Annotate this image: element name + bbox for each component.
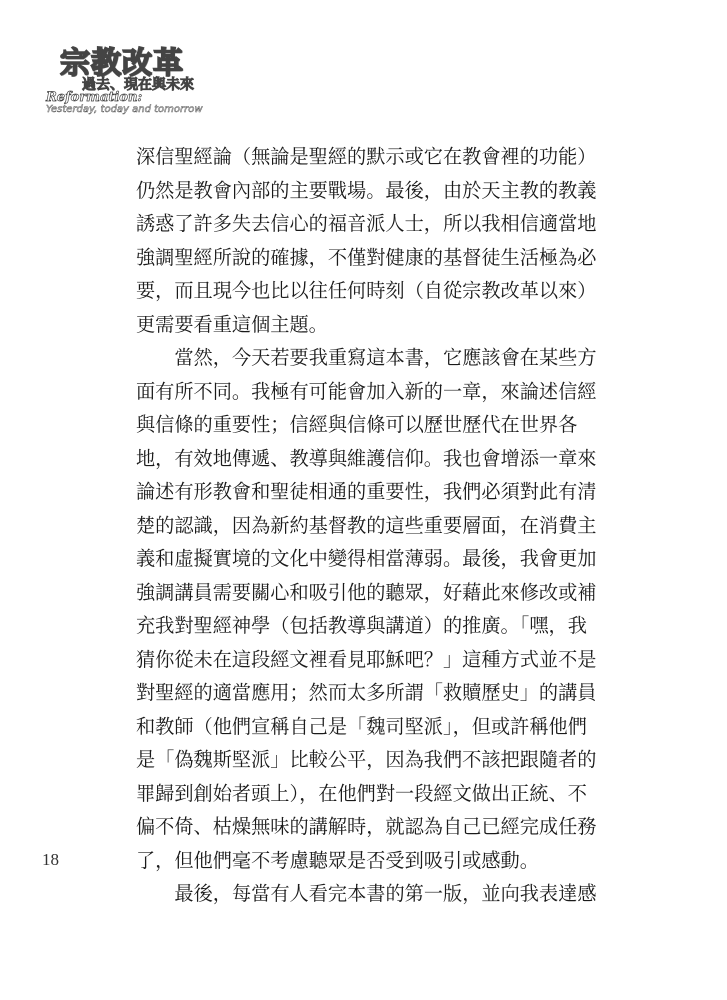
paragraph-1: 深信聖經論（無論是聖經的默示或它在教會裡的功能）仍然是教會內部的主要戰場。最後，由於天主教的教義誘惑了許多失去信心的福音派人士，所以我相信適當地強調聖經所說的確據，不僅對健康的基督徒生活極為必要，而且現今也比以往任何時刻（自從宗教改革以來）更需要看重這個主題。 xyxy=(136,145,597,336)
logo-subtitle-chinese: 過去、現在與未來 xyxy=(82,77,194,93)
logo-subtitle-english: Yesterday, today and tomorrow xyxy=(46,104,203,115)
page-body-text xyxy=(136,140,606,911)
paragraph-2: 當然，今天若要我重寫這本書，它應該會在某些方面有所不同。我極有可能會加入新的一章，來論述信經與信條的重要性；信經與信條可以歷世歷代在世界各地，有效地傳遞、教導與維護信仰。我也會增添一章來論述有形教會和聖徒相通的重要性，我們必須對此有清楚的認識，因為新約基督教的這些重要層面，在消費主義和虛擬實境的文化中變得相當薄弱。最後，我會更加強調講員需要關心和吸引他的聽眾，好藉此來修改或補充我對聖經神學（包括教導與講道）的推廣。「嘿，我猜你從未在這段經文裡看見耶穌吧？」這種方式並不是對聖經的適當應用；然而太多所謂「救贖歷史」的講員和教師（他們宣稱自己是「魏司堅派」，但或許稱他們是「偽魏斯堅派」比較公平，因為我們不該把跟隨者的罪歸到創始者頭上），在他們對一段經文做出正統、不偏不倚、枯燥無味的講解時，就認為自己已經完成任務了，但他們毫不考慮聽眾是否受到吸引或感動。 xyxy=(136,346,597,872)
paragraph-3: 最後，每當有人看完本書的第一版，並向我表達感 xyxy=(174,882,597,905)
page-number: 18 xyxy=(42,850,59,869)
logo-title-english: Reformation: xyxy=(46,90,143,105)
logo-title-chinese: 宗教改革 xyxy=(60,46,184,81)
book-header-logo xyxy=(42,38,242,118)
